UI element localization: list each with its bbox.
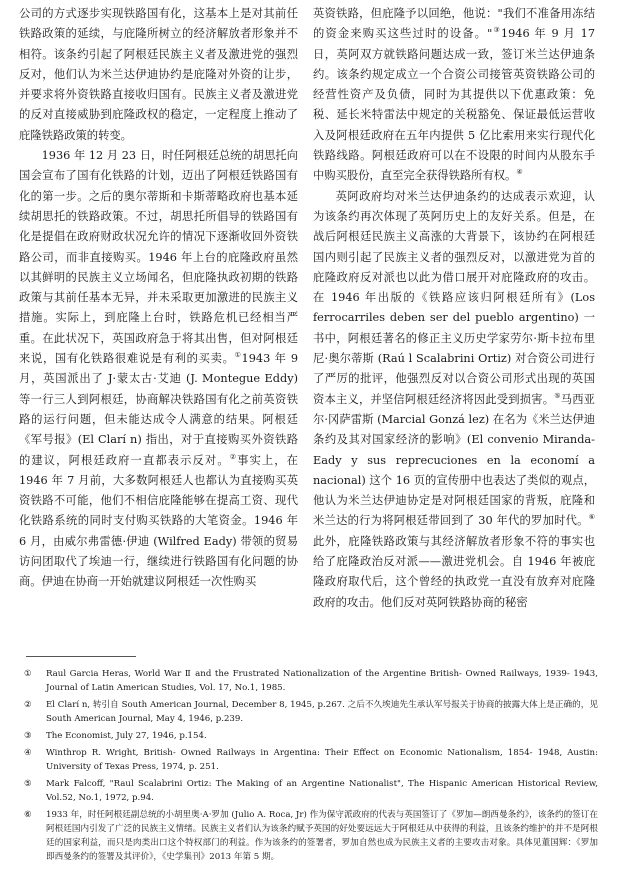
footnote-2 <box>24 698 598 726</box>
right-paragraph-2-text-c: 此外，庇隆铁路政策与其经济解放者形象不符的事实也给了庇隆政治反对派——激进党机会。自 1946 年被庇隆政府取代后，这个曾经的执政党一直没有放弃对庇隆政府的攻击。他们反对英阿铁路协商的秘密 <box>313 534 595 609</box>
footnote-text: The Economist, July 27, 1946, p.154. <box>46 731 207 741</box>
right-paragraph-2-text-b: 马西亚尔·冈萨雷斯 (Marcial Gonzá lez) 在名为《米兰达伊迪条约及其对国家经济的影响》(El convenio Miranda- Eady y sus reprecuciones en la economí a nacional) 这个 16 页的宣传册中也表达了类似的观点，他认为米兰达伊迪协定是对阿根廷国家的背叛，庇隆和米兰达的行为将阿根廷带回到了 30 年代的罗加时代。 <box>313 392 595 528</box>
footnote-number: ② <box>24 700 32 710</box>
footnote-4 <box>24 746 598 774</box>
footnote-text: El Clarí n, 转引自 South American Journal, December 8, 1945, p.267. 之后不久埃迪先生承认军号报关于协商的披露大体上是正确的，见 South American Journal, May 4, 1946, p.239. <box>46 700 598 724</box>
footnote-6 <box>24 808 598 864</box>
footnote-number: ① <box>24 669 32 679</box>
footnote-text: Raul Garcia Heras, World War Ⅱ and the Frustrated Nationalization of the Argentine British- Owned Railways, 1939- 1943, Journal of Latin American Studies, Vol. 17, No.1, 1985. <box>46 669 598 693</box>
footnote-ref-5[interactable]: ⑤ <box>554 391 561 400</box>
left-paragraph-2-text-c: 事实上，在 1946 年 7 月前，大多数阿根廷人也都认为直接购买英资铁路不可能，他们不相信庇隆能够在提高工资、现代化铁路系统的同时支付购买铁路的大笔资金。1946 年 6 月，由威尔弗雷德·伊迪 (Wilfred Eady) 带领的贸易访问团取代了埃迪一行，继续进行铁路国有化问题的协商。伊迪在协商一开始就建议阿根廷一次性购买 <box>19 453 298 589</box>
footnote-ref-1[interactable]: ① <box>234 351 242 360</box>
footnote-text: Mark Falcoff, "Raul Scalabrini Ortiz: The Making of an Argentine Nationalist", The Hispanic American Historical Review, Vol.52, No.1, 1972, p.94. <box>46 779 598 803</box>
left-paragraph-2-text-b: 1943 年 9 月，英国派出了 J·蒙太古·艾迪 (J. Montegue Eddy) 等一行三人到阿根廷，协商解决铁路国有化之前英资铁路的运行问题，但未能达成令人满意的结果。阿根廷《军号报》(El Clarí n) 指出，对于直接购买外资铁路的建议，阿根廷政府一直都表示反对。 <box>19 352 298 467</box>
footnotes <box>24 667 598 867</box>
footnote-3 <box>24 729 598 743</box>
footnote-number: ⑤ <box>24 779 32 789</box>
footnote-text: Winthrop R. Wright, British- Owned Railways in Argentina: Their Effect on Economic Nationalism, 1854- 1948, Austin: University of Texas Press, 1974, p. 251. <box>46 748 598 772</box>
footnote-1 <box>24 667 598 695</box>
footnote-text: 1933 年，时任阿根廷副总统的小胡里奥·A·罗加 (Julio A. Roca, Jr) 作为保守派政府的代表与英国签订了《罗加—朗西曼条约》，该条约的签订在阿根廷国内引发了广泛的民族主义情绪。民族主义者们认为该条约赋予英国的好处要远远大于阿根廷从中获得的利益，且该条约维护的并不是阿根廷的国家利益，而只是肉类出口这个特权部门的利益。作为该条约的签署者，罗加自然也成为民族主义者的主要攻击对象。具体见董国辉：《罗加即西曼条约的签署及其评价》，《史学集刊》2013 年第 5 期。 <box>46 810 598 862</box>
right-paragraph-2 <box>313 187 595 613</box>
footnote-ref-2[interactable]: ② <box>229 452 238 461</box>
footnote-ref-4[interactable]: ④ <box>516 168 523 177</box>
footnote-ref-3[interactable]: ③ <box>492 26 501 35</box>
left-paragraph-2 <box>19 146 298 593</box>
right-paragraph-2-text-a: 英阿政府均对米兰达伊迪条约的达成表示欢迎，认为该条约再次体现了英阿历史上的友好关系。但是，在战后阿根廷民族主义高涨的大背景下，该协约在阿根廷国内则引起了民族主义者的强烈反对，以激进党为首的庇隆政府反对派也以此为借口展开对庇隆政府的攻击。在 1946 年出版的《铁路应该归阿根廷所有》(Los ferrocarriles deben ser del pueblo argentino) 一书中，阿根廷著名的修正主义历史学家劳尔·斯卡拉布里尼·奥尔蒂斯 (Raú l Scalabrini Ortiz) 对合资公司进行了严厉的批评，他强烈反对以合资公司形式出现的英国资本主义，并坚信阿根廷经济将因此受到损害。 <box>313 189 595 406</box>
footnote-5 <box>24 777 598 805</box>
left-column <box>19 4 298 593</box>
left-paragraph-1: 公司的方式逐步实现铁路国有化，这基本上是对其前任铁路政策的延续，与庇隆所树立的经济解放者形象并不相符。该条约引起了阿根廷民族主义者及激进党的强烈反对，他们认为米兰达伊迪协约是庇隆对外资的让步，并要求将外资铁路直接收归国有。民族主义者及激进党的反对直接威胁到庇隆政权的稳定，一定程度上推动了庇隆铁路政策的转变。 <box>19 7 298 142</box>
footnote-ref-6[interactable]: ⑥ <box>588 513 595 522</box>
footnote-number: ③ <box>24 731 32 741</box>
left-paragraph-2-text-a: 1936 年 12 月 23 日，时任阿根廷总统的胡思托向国会宣布了国有化铁路的计划，迈出了阿根廷铁路国有化的第一步。之后的奥尔蒂斯和卡斯蒂略政府也基本延续胡思托的铁路政策。不过，胡思托所倡导的铁路国有化是提倡在政府财政状况允许的情况下逐渐收回外资铁路公司，而非直接购买。1946 年上台的庇隆政府虽然以其鲜明的民族主义立场闻名，但庇隆执政初期的铁路政策与其前任基本无异，并未采取更加激进的民族主义措施。实际上，到庇隆上台时，铁路危机已经相当严重。在此状况下，英国政府急于将其出售，但对阿根廷来说，国有化铁路很难说是有利的买卖。 <box>19 149 298 366</box>
right-paragraph-1 <box>313 4 595 187</box>
right-paragraph-1-text-b: 1946 年 9 月 17 日，英阿双方就铁路问题达成一致，签订米兰达伊迪条约。该条约规定成立一个合资公司接管英资铁路公司的经营性资产及负债，同时为其提供以下优惠政策：免税、延长米特雷法中规定的关税豁免、保证最低运营收入及阿根廷政府在五年内提供 5 亿比索用来实行现代化铁路线路。阿根廷政府可以在不设限的时间内从股东手中购买股份，直至完全获得铁路所有权。 <box>313 27 595 183</box>
footnote-number: ⑥ <box>24 810 32 820</box>
right-paragraph-1-text-a: 英资铁路，但庇隆予以回绝，他说："我们不准备用冻结的资金来购买这些过时的设备。" <box>313 7 595 41</box>
footnote-number: ④ <box>24 748 32 758</box>
right-column <box>313 4 595 613</box>
footnote-divider <box>26 656 136 657</box>
